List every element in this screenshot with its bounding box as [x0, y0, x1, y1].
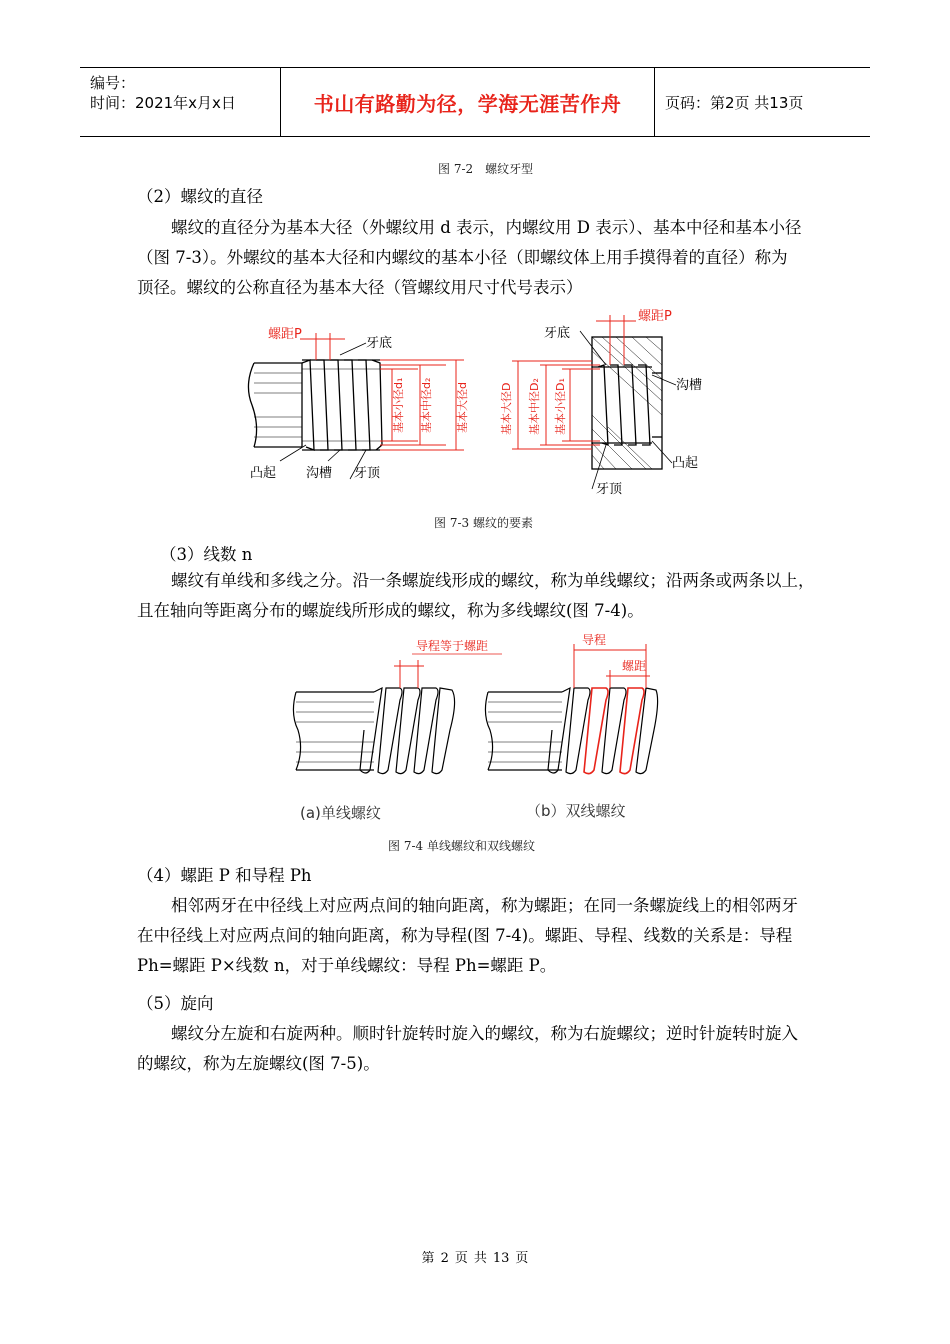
section-5-heading: （5）旋向 [137, 994, 214, 1013]
header-meta [80, 68, 281, 136]
internal-thread-drawing [592, 337, 662, 469]
fig-7-4-caption: 图 7-4 单线螺纹和双线螺纹 [388, 839, 535, 853]
paragraph-line: 相邻两牙在中径线上对应两点间的轴向距离，称为螺距；在同一条螺旋线上的相邻两牙 [171, 896, 798, 915]
int-major-diameter-label: 基本大径D [500, 382, 513, 435]
ext-pitch-label: 螺距P [268, 327, 302, 342]
header-page-cell [655, 68, 880, 136]
section-2-paragraph [137, 213, 817, 303]
header-page-info: 页码：第2页 共13页 [665, 93, 804, 112]
ext-minor-diameter-label: 基本小径d₁ [392, 377, 405, 433]
page-footer [0, 1247, 950, 1266]
int-root-label: 牙底 [544, 326, 571, 341]
single-thread-drawing [293, 688, 454, 774]
section-4-paragraph [137, 891, 817, 981]
doc-date: 时间：2021年x月x日 [90, 94, 236, 112]
footer-text: 页 [515, 1251, 529, 1266]
int-bump-label: 凸起 [672, 456, 699, 471]
paragraph-line: Ph=螺距 P×线数 n，对于单线螺纹：导程 Ph=螺距 P。 [137, 956, 557, 975]
ext-bump-label: 凸起 [250, 466, 277, 481]
paragraph-line: 在中径线上对应两点间的轴向距离，称为导程(图 7-4)。螺距、导程、线数的关系是：导程 [137, 926, 793, 945]
single-lead-equals-pitch-label: 导程等于螺距 [416, 639, 489, 653]
ext-pitch-diameter-label: 基本中径d₂ [420, 377, 433, 433]
section-3-paragraph [137, 566, 817, 626]
footer-text: 页 [454, 1251, 468, 1266]
section-2-heading: （2）螺纹的直径 [137, 187, 263, 206]
int-minor-diameter-label: 基本小径D₁ [554, 378, 567, 435]
int-pitch-diameter-label: 基本中径D₂ [528, 378, 541, 435]
paragraph-line: 且在轴向等距离分布的螺旋线所形成的螺纹，称为多线螺纹(图 7-4)。 [137, 601, 644, 620]
fig-7-4-single-double-thread [290, 630, 670, 830]
document-header [80, 67, 870, 137]
ext-crest-label: 牙顶 [354, 466, 381, 481]
paragraph-line: 螺纹的直径分为基本大径（外螺纹用 d 表示，内螺纹用 D 表示）、基本中径和基本小径 [171, 218, 802, 237]
fig-7-2-caption: 图 7-2 螺纹牙型 [438, 162, 534, 176]
int-crest-label: 牙顶 [596, 482, 623, 497]
fig-7-3-caption: 图 7-3 螺纹的要素 [434, 516, 533, 530]
ext-root-label: 牙底 [366, 336, 393, 351]
header-motto: 书山有路勤为径，学海无涯苦作舟 [313, 91, 622, 116]
footer-text: 共 [473, 1251, 487, 1266]
section-5-paragraph [137, 1019, 817, 1079]
footer-page-number: 2 [440, 1251, 449, 1266]
double-pitch-label: 螺距 [622, 659, 647, 673]
footer-total-pages: 13 [492, 1251, 510, 1266]
ext-groove-label: 沟槽 [306, 466, 333, 481]
ext-major-diameter-label: 基本大径d [456, 382, 469, 433]
paragraph-line: （图 7-3）。外螺纹的基本大径和内螺纹的基本小径（即螺纹体上用手摸得着的直径）称为 [137, 248, 788, 267]
footer-text: 第 [421, 1251, 435, 1266]
double-thread-label: （b）双线螺纹 [526, 802, 626, 820]
doc-number-label: 编号： [90, 74, 136, 92]
double-lead-label: 导程 [582, 633, 607, 647]
section-4-heading: （4）螺距 P 和导程 Ph [137, 866, 312, 885]
external-thread-drawing [248, 360, 382, 450]
int-groove-label: 沟槽 [676, 378, 703, 393]
int-pitch-label: 螺距P [638, 309, 672, 324]
fig-7-3-thread-elements [240, 305, 720, 505]
paragraph-line: 螺纹有单线和多线之分。沿一条螺旋线形成的螺纹，称为单线螺纹；沿两条或两条以上， [171, 571, 815, 590]
paragraph-line: 顶径。螺纹的公称直径为基本大径（管螺纹用尺寸代号表示） [137, 278, 583, 297]
paragraph-line: 螺纹分左旋和右旋两种。顺时针旋转时旋入的螺纹，称为右旋螺纹；逆时针旋转时旋入 [171, 1024, 798, 1043]
section-3-heading: （3）线数 n [160, 545, 253, 564]
header-motto-cell [281, 68, 655, 136]
paragraph-line: 的螺纹，称为左旋螺纹(图 7-5)。 [137, 1054, 380, 1073]
single-thread-label: (a)单线螺纹 [300, 804, 381, 822]
